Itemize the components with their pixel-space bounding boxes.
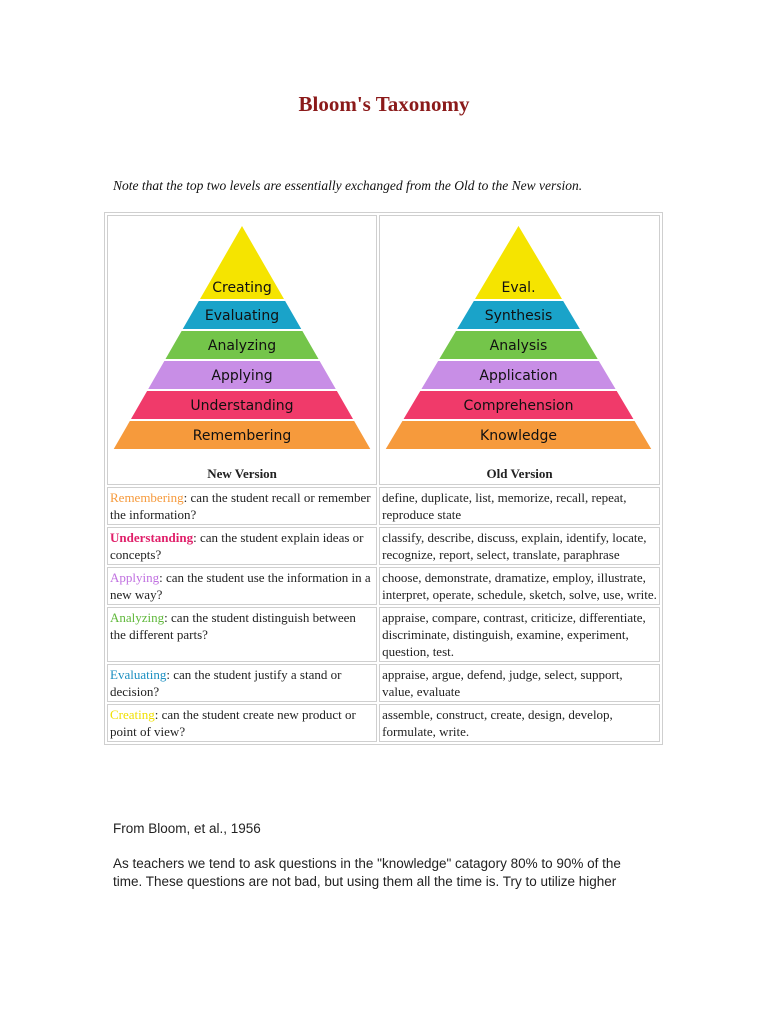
term-separator: :	[183, 490, 188, 505]
source-citation: From Bloom, et al., 1956	[113, 821, 261, 836]
pyramid-level-label: Eval.	[501, 280, 536, 296]
level-term: Evaluating	[110, 667, 167, 682]
action-verbs-cell: choose, demonstrate, dramatize, employ, illustrate, interpret, operate, schedule, sketch, solve, use, write.	[379, 567, 660, 605]
taxonomy-table	[104, 212, 663, 745]
level-question: can the student justify a stand or decision?	[110, 667, 342, 699]
new-version-pyramid	[108, 218, 376, 458]
level-term: Understanding	[110, 530, 194, 545]
term-separator: :	[193, 530, 197, 545]
table-row	[107, 607, 660, 662]
old-version-pyramid	[380, 218, 657, 458]
pyramid-level-label: Creating	[212, 280, 272, 296]
old-version-caption: Old Version	[486, 466, 553, 481]
pyramid-level-label: Knowledge	[480, 428, 558, 444]
level-term: Applying	[110, 570, 160, 585]
intro-note: Note that the top two levels are essentially exchanged from the Old to the New version.	[113, 178, 583, 193]
pyramid-level-label: Application	[479, 368, 558, 384]
table-row	[107, 664, 660, 702]
action-verbs-cell: define, duplicate, list, memorize, recall, repeat, reproduce state	[379, 487, 660, 525]
term-separator: :	[159, 570, 163, 585]
action-verbs-cell: appraise, compare, contrast, criticize, differentiate, discriminate, distinguish, examine, experiment, question, test.	[379, 607, 660, 662]
level-description-cell	[107, 664, 377, 702]
pyramid-level-label: Evaluating	[204, 308, 280, 324]
action-verbs-cell: classify, describe, discuss, explain, identify, locate, recognize, report, select, translate, paraphrase	[379, 527, 660, 565]
pyramid-row	[107, 215, 660, 485]
level-question: can the student explain ideas or concepts?	[110, 530, 364, 562]
level-description-cell	[107, 704, 377, 742]
level-term: Analyzing	[110, 610, 165, 625]
table-row	[107, 567, 660, 605]
table-row	[107, 487, 660, 525]
pyramid-level-label: Understanding	[190, 398, 294, 414]
pyramid-level-label: Applying	[211, 368, 273, 384]
table-row	[107, 527, 660, 565]
level-question: can the student create new product or point of view?	[110, 707, 356, 739]
level-description-cell	[107, 527, 377, 565]
level-description-cell	[107, 487, 377, 525]
term-separator: :	[164, 610, 168, 625]
table-row	[107, 704, 660, 742]
pyramid-level-label: Analyzing	[207, 338, 277, 354]
term-separator: :	[166, 667, 170, 682]
action-verbs-cell: assemble, construct, create, design, develop, formulate, write.	[379, 704, 660, 742]
pyramid-level-label: Remembering	[192, 428, 292, 444]
level-term: Creating	[110, 707, 155, 722]
pyramid-level-label: Analysis	[489, 338, 548, 354]
pyramid-level-label: Synthesis	[484, 308, 553, 324]
pyramid-level-label: Comprehension	[463, 398, 574, 414]
term-separator: :	[154, 707, 159, 722]
level-term: Remembering	[110, 490, 184, 505]
level-question: can the student distinguish between the different parts?	[110, 610, 356, 642]
new-version-caption: New Version	[207, 466, 277, 481]
action-verbs-cell: appraise, argue, defend, judge, select, support, value, evaluate	[379, 664, 660, 702]
new-pyramid-cell	[107, 215, 377, 485]
level-question: can the student use the information in a new way?	[110, 570, 371, 602]
page-title: Bloom's Taxonomy	[298, 92, 470, 116]
body-paragraph: As teachers we tend to ask questions in the "knowledge" catagory 80% to 90% of the time. These questions are not bad, but using them all the time is. Try to utilize higher	[113, 856, 621, 889]
level-question: can the student recall or remember the information?	[110, 490, 371, 522]
level-description-cell	[107, 607, 377, 662]
level-description-cell	[107, 567, 377, 605]
old-pyramid-cell	[379, 215, 660, 485]
